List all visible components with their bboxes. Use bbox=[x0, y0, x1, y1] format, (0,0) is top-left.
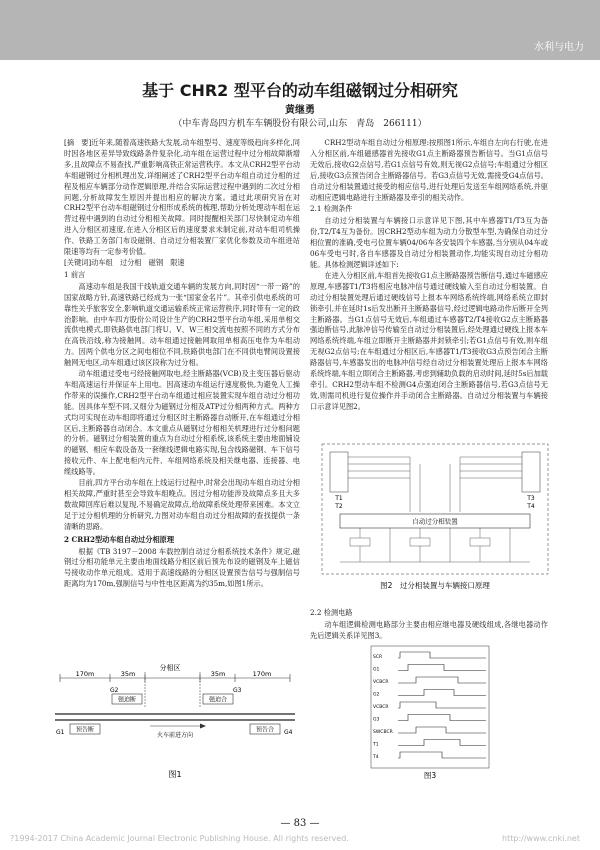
paragraph: 根据《TB 3197－2008 车载控制自动过分相系统技术条件》规定,磁钢过分相功能单元主要由地面线路分相区前后预先布设的磁钢及车上磁信号接收动作单元组成。适用于高速线路的分相区设置预告信号与强制信号距离均为170m,强制信号与中性电区距离为约35m,如图1所示。 bbox=[64, 546, 300, 589]
t1-label: T1 bbox=[335, 495, 343, 502]
footer-copyright: ?1994-2017 China Academic Journal Electronic Publishing House. All rights reserved. bbox=[10, 834, 349, 843]
figure-1-caption: 图1 bbox=[168, 770, 182, 779]
paragraph: CRH2型动车组自动过分相原理:按照图1所示,车组自左向右行驶,在进入分相区前,车组磁感器首先接收G1点主断路器预告断信号。当G1点信号无效后,接收G2点信号,若G1点信号有效,则无视G2点信号;车组通过分相区后,接收G3点预告闭合主断路器信号。若G3点信号无效,需接受G4点信号。自动过分相装置通过接受的相应信号,进行处理后发送至车组网络系统,并驱动相应逻辑电路进行主断路器及牵引的相关动作。 bbox=[310, 138, 548, 202]
zone-label: 分相区 bbox=[159, 664, 181, 672]
header-bar bbox=[0, 0, 600, 60]
signal-label: SCR bbox=[373, 655, 383, 660]
figure-2 bbox=[320, 442, 550, 592]
figure-3 bbox=[370, 645, 490, 780]
figure-1 bbox=[50, 662, 300, 782]
g1-label: G1 bbox=[56, 729, 65, 736]
g2-label: G2 bbox=[110, 687, 119, 694]
left-column bbox=[64, 138, 300, 590]
right-column bbox=[310, 138, 548, 413]
signal-label: T4 bbox=[373, 755, 379, 760]
signal-label: VCBCR bbox=[373, 680, 389, 685]
signal-waveform bbox=[398, 727, 486, 733]
dist-label-1: 170m bbox=[75, 670, 95, 678]
signal-label: G3 bbox=[373, 717, 380, 723]
signal-waveform bbox=[398, 677, 486, 683]
author: 黄继勇 bbox=[285, 105, 315, 116]
t4-label: T4 bbox=[527, 503, 535, 510]
paragraph: 自动过分相装置与车辆接口示意详见下图,其中车感器T1/T3互为备份,T2/T4互为备份。因CRH2型动车组为动力分散型车型,为确保自动过分相位置的准确,受电弓位置车辆04/06车各安装四个车感器,当分别从04车或06车受电弓时,各自车感器及自动过分相装置动作,均能实现自动过分相功能。具体检测逻辑详述如下: bbox=[310, 216, 548, 269]
paragraph: 2.2 检测电路 bbox=[310, 608, 353, 617]
direction-label: 火车前进方向 bbox=[156, 732, 194, 739]
g2-device-label: 强迫断 bbox=[117, 696, 137, 704]
signal-label: G1 bbox=[373, 667, 380, 673]
signal-waveform bbox=[398, 752, 486, 758]
figure-2-caption: 图2 过分相装置与车辆接口原理 bbox=[380, 581, 490, 590]
paragraph: 高速动车组是我国干线轨道交通车辆的发展方向,同时因“一带一路”的国家战略方针,高速铁路已经成为一张“国家金名片”。其牵引供电系统的可靠性关乎旅客安全,影响轨道交通运输系统正常运营秩序,同时带有一定的政治影响。由中车四方股份公司设计生产的CRH2型平台动车组,采用单相交流供电模式,即铁路供电部门将U、V、W三相交流电按照不同的方式分布在高铁沿线,称为接触网。动车组通过接触网取用单相高压电作为车组动力。因两个供电分区之间电相位不同,铁路供电部门在不同供电臂间设置接触网无电区,动车组通过该区段称为过分相。 bbox=[64, 281, 300, 368]
g4-device-label: 预告合 bbox=[255, 726, 275, 734]
dist-label-4: 170m bbox=[252, 670, 272, 678]
article-title: 基于 CHR2 型平台的动车组磁钢过分相研究 bbox=[142, 81, 458, 100]
signal-waveform bbox=[398, 690, 486, 696]
signal-label: SWCBCR bbox=[373, 730, 393, 735]
page-number: — 83 — bbox=[280, 818, 320, 829]
paragraph: 2.1 检测条件 bbox=[310, 204, 353, 214]
figure-3-caption: 图3 bbox=[423, 771, 437, 780]
g3-device-label: 强迫合 bbox=[208, 696, 228, 704]
paragraph: [关键词]动车组 过分相 磁钢 限速 bbox=[64, 257, 185, 267]
t3-label: T3 bbox=[527, 495, 535, 502]
g4-label: G4 bbox=[284, 729, 293, 736]
footer-url: http://www.cnki.net bbox=[502, 834, 580, 843]
center-box-label: 自动过分相装置 bbox=[412, 517, 458, 526]
signal-waveform bbox=[398, 652, 486, 658]
signal-waveform bbox=[398, 665, 486, 671]
right-column-lower bbox=[310, 607, 548, 642]
paragraph: 动车组逻辑检测电路部分主要由相应继电器及硬线组成,各继电器动作先后逻辑关系详见图3。 bbox=[310, 619, 548, 640]
g1-device-label: 预告断 bbox=[75, 726, 95, 734]
affiliation: （中车青岛四方机车车辆股份有限公司,山东 青岛 266111） bbox=[173, 119, 427, 129]
paragraph: 1 前言 bbox=[64, 269, 86, 279]
signal-label: T1 bbox=[373, 742, 379, 748]
paragraph: [摘 要]近年来,随着高速铁路大发展,动车组型号、速度等级趋向多样化,同时因各地区差异导致线路条件复杂化,动车组在运营过程中过分相故障渐增多,且故障点不易查找,严重影响高铁正常运营秩序。本文从CRH2型平台动车组磁钢过分相机理出发,详细阐述了CRH2型平台动车组自动过分相的过程及相应车辆部分动作逻辑原理,并结合实际运营过程中遇到的二次过分相问题,分析故障发生原因并提出相应的解决方案。通过此项研究旨在对CRH2型平台动车组磁钢过分相形成系统的梳理,帮助分析处理动车组在运营过程中遇到的自动过分相相关故障。同时提醒相关部门尽快制定动车组进入分相区初速度,在进入分相区后的速度要求未制定前,对动车组司机操作、铁路工务部门布设磁钢、自动过分相装置厂家优化参数及动车组进站限速等均有一定参考价值。 bbox=[64, 138, 300, 257]
paragraph: 动车组通过受电弓经接触网取电,经主断路器(VCB)及主变压器后驱动车组高速运行并保证车上用电。因高速动车组运行速度极快,为避免人工操作带来的误操作,CRH2型平台动车组通过相应装置实现车组自动过分相功能。因具体车型不同,又细分为磁钢过分相及ATP过分相两种方式。两种方式均可实现在动车组即将通过分相区时主断路器自动断开,在车组通过分相区后,主断路器自动闭合。本文重点从磁钢过分相相关机理进行过分相问题的分析。磁钢过分相装置的重点为自动过分相系统,该系统主要由地面铺设的磁钢、相应车载设备及一套继线逻辑电路实现,包含线路磁钢、车下信号接收元件、车上配电柜内元件、车组网络系统及相关继电器、连接器、电缆线路等。 bbox=[64, 369, 300, 477]
paragraph: 2 CRH2型动车组自动过分相原理 bbox=[64, 534, 175, 544]
section-label: 水利与电力 bbox=[534, 42, 584, 53]
signal-waveform bbox=[398, 702, 486, 708]
paragraph: 目前,四方平台动车组在上线运行过程中,时常会出现动车组自动过分相相关故障,严重时甚至会导致车组晚点。因过分相功能涉及故障点多且大多数故障回库后难以复现,不易确定故障点,给故障系统处理带来困难。本文立足于过分相机理的分析研究,力图对动车组自动过分相故障的查找提供一条清晰的思路。 bbox=[64, 478, 300, 531]
signal-label: VCBCR bbox=[373, 705, 389, 710]
t2-label: T2 bbox=[335, 503, 343, 510]
dist-label-3: 35m bbox=[210, 670, 226, 678]
dist-label-2: 35m bbox=[120, 670, 136, 678]
paragraph: 在进入分相区前,车组首先接收G1点主断路器预告断信号,通过车磁感应原理,车感器T1/T3将相应电脉冲信号通过硬线输入至自动过分相装置。自动过分相装置处理后通过硬线信号上报本车网络系统终端,网络系统立即封锁牵引,并在延时1s后发出断开主断路器信号,经过逻辑电路动作后断开全列主断路器。当G1点信号无效后,车组通过车感器T2/T4接收G2点主断路器强迫断信号,此脉冲信号传输至自动过分相装置后,经处理通过硬线上报本车网络系统终端,车组立即断开主断路器并封锁牵引;若G1点信号有效,则车组无视G2点信号;在车组通过分相区后,车感器T1/T3接收G3点预告闭合主断路器信号,车感器发出的电脉冲信号经自动过分相装置处理后上报本车网络系统终端,车组立即闭合主断路器,考虑到辅助负载的启动时间,延时5s后加载牵引。CRH2型动车组不检测G4点强迫闭合主断路器信号,若G3点信号无效,则需司机进行复位操作并手动闭合主断路器。自动过分相装置与车辆接口示意详见图2。 bbox=[310, 270, 548, 411]
g3-label: G3 bbox=[233, 687, 242, 694]
signal-waveform bbox=[398, 740, 486, 746]
signal-label: G2 bbox=[373, 692, 380, 698]
signal-waveform bbox=[398, 715, 486, 721]
